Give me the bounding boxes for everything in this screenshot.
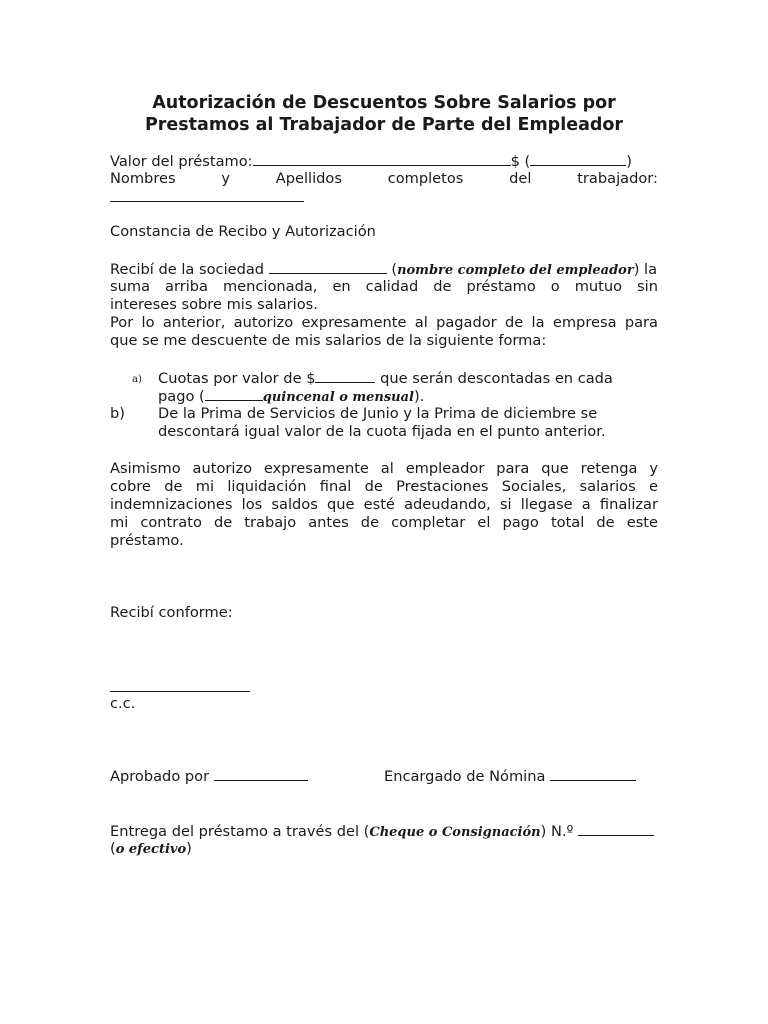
encargado-blank[interactable]	[550, 767, 636, 781]
recibi-conforme-label: Recibí conforme:	[110, 604, 233, 621]
recibi-pre: Recibí de la sociedad	[110, 261, 265, 278]
entrega-post: ) N.º	[540, 823, 574, 840]
item-a-line-2	[158, 387, 658, 407]
payroll-line	[384, 767, 654, 786]
word-del: del	[509, 170, 532, 187]
payment-number-blank[interactable]	[578, 822, 654, 836]
entrega-line2-open: (	[110, 840, 116, 857]
worker-name-blank-line	[110, 188, 658, 207]
cc-label: c.c.	[110, 695, 136, 712]
word-nombres: Nombres	[110, 170, 176, 187]
asimismo-line-3: indemnizaciones los saldos que esté adeudando, si llegase a finalizar	[110, 496, 658, 513]
recibi-line-3: intereses sobre mis salarios.	[110, 296, 318, 313]
loan-value-label: Valor del préstamo:	[110, 153, 253, 170]
item-a-post: que serán descontadas en cada	[375, 370, 613, 387]
word-completos: completos	[387, 170, 464, 187]
loan-value-line	[110, 152, 658, 171]
recibi-close: ) la	[633, 261, 658, 278]
employer-hint: nombre completo del empleador	[397, 263, 634, 278]
aprobado-blank[interactable]	[214, 767, 308, 781]
item-a-line-1	[158, 369, 658, 388]
company-blank[interactable]	[269, 260, 387, 274]
paren-open: (	[524, 153, 531, 170]
paren-close: )	[626, 153, 632, 170]
worker-name-line	[110, 170, 658, 188]
item-b-line-2: descontará igual valor de la cuota fijada en el punto anterior.	[158, 423, 606, 440]
document-title-line-1: Autorización de Descuentos Sobre Salarios por	[152, 93, 616, 113]
entrega-line-2	[110, 840, 658, 859]
por-lo-anterior-line-1: Por lo anterior, autorizo expresamente al pagador de la empresa para	[110, 314, 658, 331]
item-a-line2-pre: pago (	[158, 388, 205, 405]
loan-value-words-blank[interactable]	[530, 152, 626, 166]
recibi-line-1	[110, 260, 658, 280]
asimismo-line-1: Asimismo autorizo expresamente al empleador para que retenga y	[110, 460, 658, 477]
por-lo-anterior-line-2: que se me descuente de mis salarios de la siguiente forma:	[110, 332, 547, 349]
asimismo-line-5: préstamo.	[110, 532, 184, 549]
item-a-line2-post: ).	[414, 388, 425, 405]
asimismo-line-4: mi contrato de trabajo antes de completar el pago total de este	[110, 514, 658, 531]
asimismo-line-2: cobre de mi liquidación final de Prestaciones Sociales, salarios e	[110, 478, 658, 495]
cash-hint: o efectivo	[115, 842, 187, 857]
encargado-label: Encargado de Nómina	[384, 768, 546, 785]
worker-name-blank[interactable]	[110, 188, 304, 202]
word-y: y	[221, 170, 230, 187]
period-blank[interactable]	[205, 387, 263, 401]
signature-blank[interactable]	[110, 678, 250, 692]
item-a-pre: Cuotas por valor de $	[158, 370, 316, 387]
period-hint: quincenal o mensual	[262, 390, 414, 405]
recibi-open: (	[391, 261, 398, 278]
entrega-pre: Entrega del préstamo a través del (	[110, 823, 370, 840]
word-apellidos: Apellidos	[275, 170, 342, 187]
entrega-line-1	[110, 822, 658, 842]
item-b-marker: b)	[110, 405, 125, 422]
document-title-line-2: Prestamos al Trabajador de Parte del Empleador	[144, 115, 624, 135]
item-b-line-1: De la Prima de Servicios de Junio y la Prima de diciembre se	[158, 405, 598, 422]
payment-method-hint: Cheque o Consignación	[369, 825, 541, 840]
loan-value-blank[interactable]	[253, 152, 511, 166]
word-trabajador: trabajador:	[577, 170, 658, 187]
installment-value-blank[interactable]	[315, 369, 375, 383]
recibi-line-2: suma arriba mencionada, en calidad de préstamo o mutuo sin	[110, 278, 658, 295]
item-a-marker: a)	[132, 374, 142, 385]
currency-symbol: $	[510, 153, 520, 170]
constancia-heading: Constancia de Recibo y Autorización	[110, 223, 376, 240]
entrega-line2-close: )	[186, 840, 192, 857]
aprobado-label: Aprobado por	[110, 768, 210, 785]
